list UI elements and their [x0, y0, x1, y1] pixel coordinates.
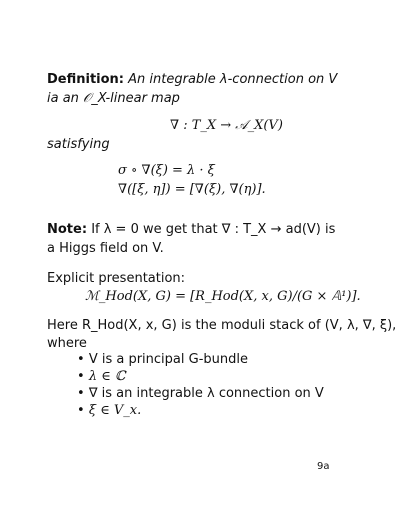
- here-line-2: where: [47, 336, 87, 351]
- definition-line-1: [47, 72, 337, 88]
- explicit-heading: Explicit presentation:: [47, 271, 186, 286]
- bullet-item-3-text: ∇ is an integrable λ connection on V: [88, 386, 324, 401]
- bullet-item-4: • ξ ∈ V_x.: [77, 403, 142, 418]
- bullet-item-2-text: λ ∈ ℂ: [88, 369, 126, 384]
- note-text-1: If λ = 0 we get that ∇ : T_X → ad(V) is: [91, 222, 336, 237]
- satisfying-label: satisfying: [47, 137, 110, 152]
- equation-1: σ ∘ ∇(ξ) = λ · ξ: [118, 163, 215, 178]
- here-line-1: Here R_Hod(X, x, G) is the moduli stack of (V, λ, ∇, ξ),: [47, 318, 397, 333]
- note-line-2: a Higgs field on V.: [47, 241, 164, 256]
- definition-line-2: ia an 𝒪_X-linear map: [47, 91, 180, 106]
- equation-2: ∇([ξ, η]) = [∇(ξ), ∇(η)].: [118, 182, 266, 197]
- bullet-item-1: • V is a principal G-bundle: [77, 352, 248, 367]
- bullet-item-4-text: ξ ∈ V_x.: [88, 403, 142, 418]
- bullet-item-1-text: V is a principal G-bundle: [88, 352, 248, 367]
- page-number: 9a: [317, 461, 330, 472]
- explicit-formula: ℳ_Hod(X, G) = [R_Hod(X, x, G)/(G × 𝔸¹)].: [85, 289, 361, 304]
- definition-text-1: An integrable λ-connection on V: [128, 72, 338, 87]
- bullet-item-2: • λ ∈ ℂ: [77, 369, 126, 384]
- note-label: Note:: [47, 222, 88, 237]
- map-formula: ∇ : T_X → 𝒜_X(V): [170, 118, 283, 133]
- bullet-item-3: • ∇ is an integrable λ connection on V: [77, 386, 324, 401]
- definition-label: Definition:: [47, 72, 125, 87]
- note-line-1: [47, 222, 335, 238]
